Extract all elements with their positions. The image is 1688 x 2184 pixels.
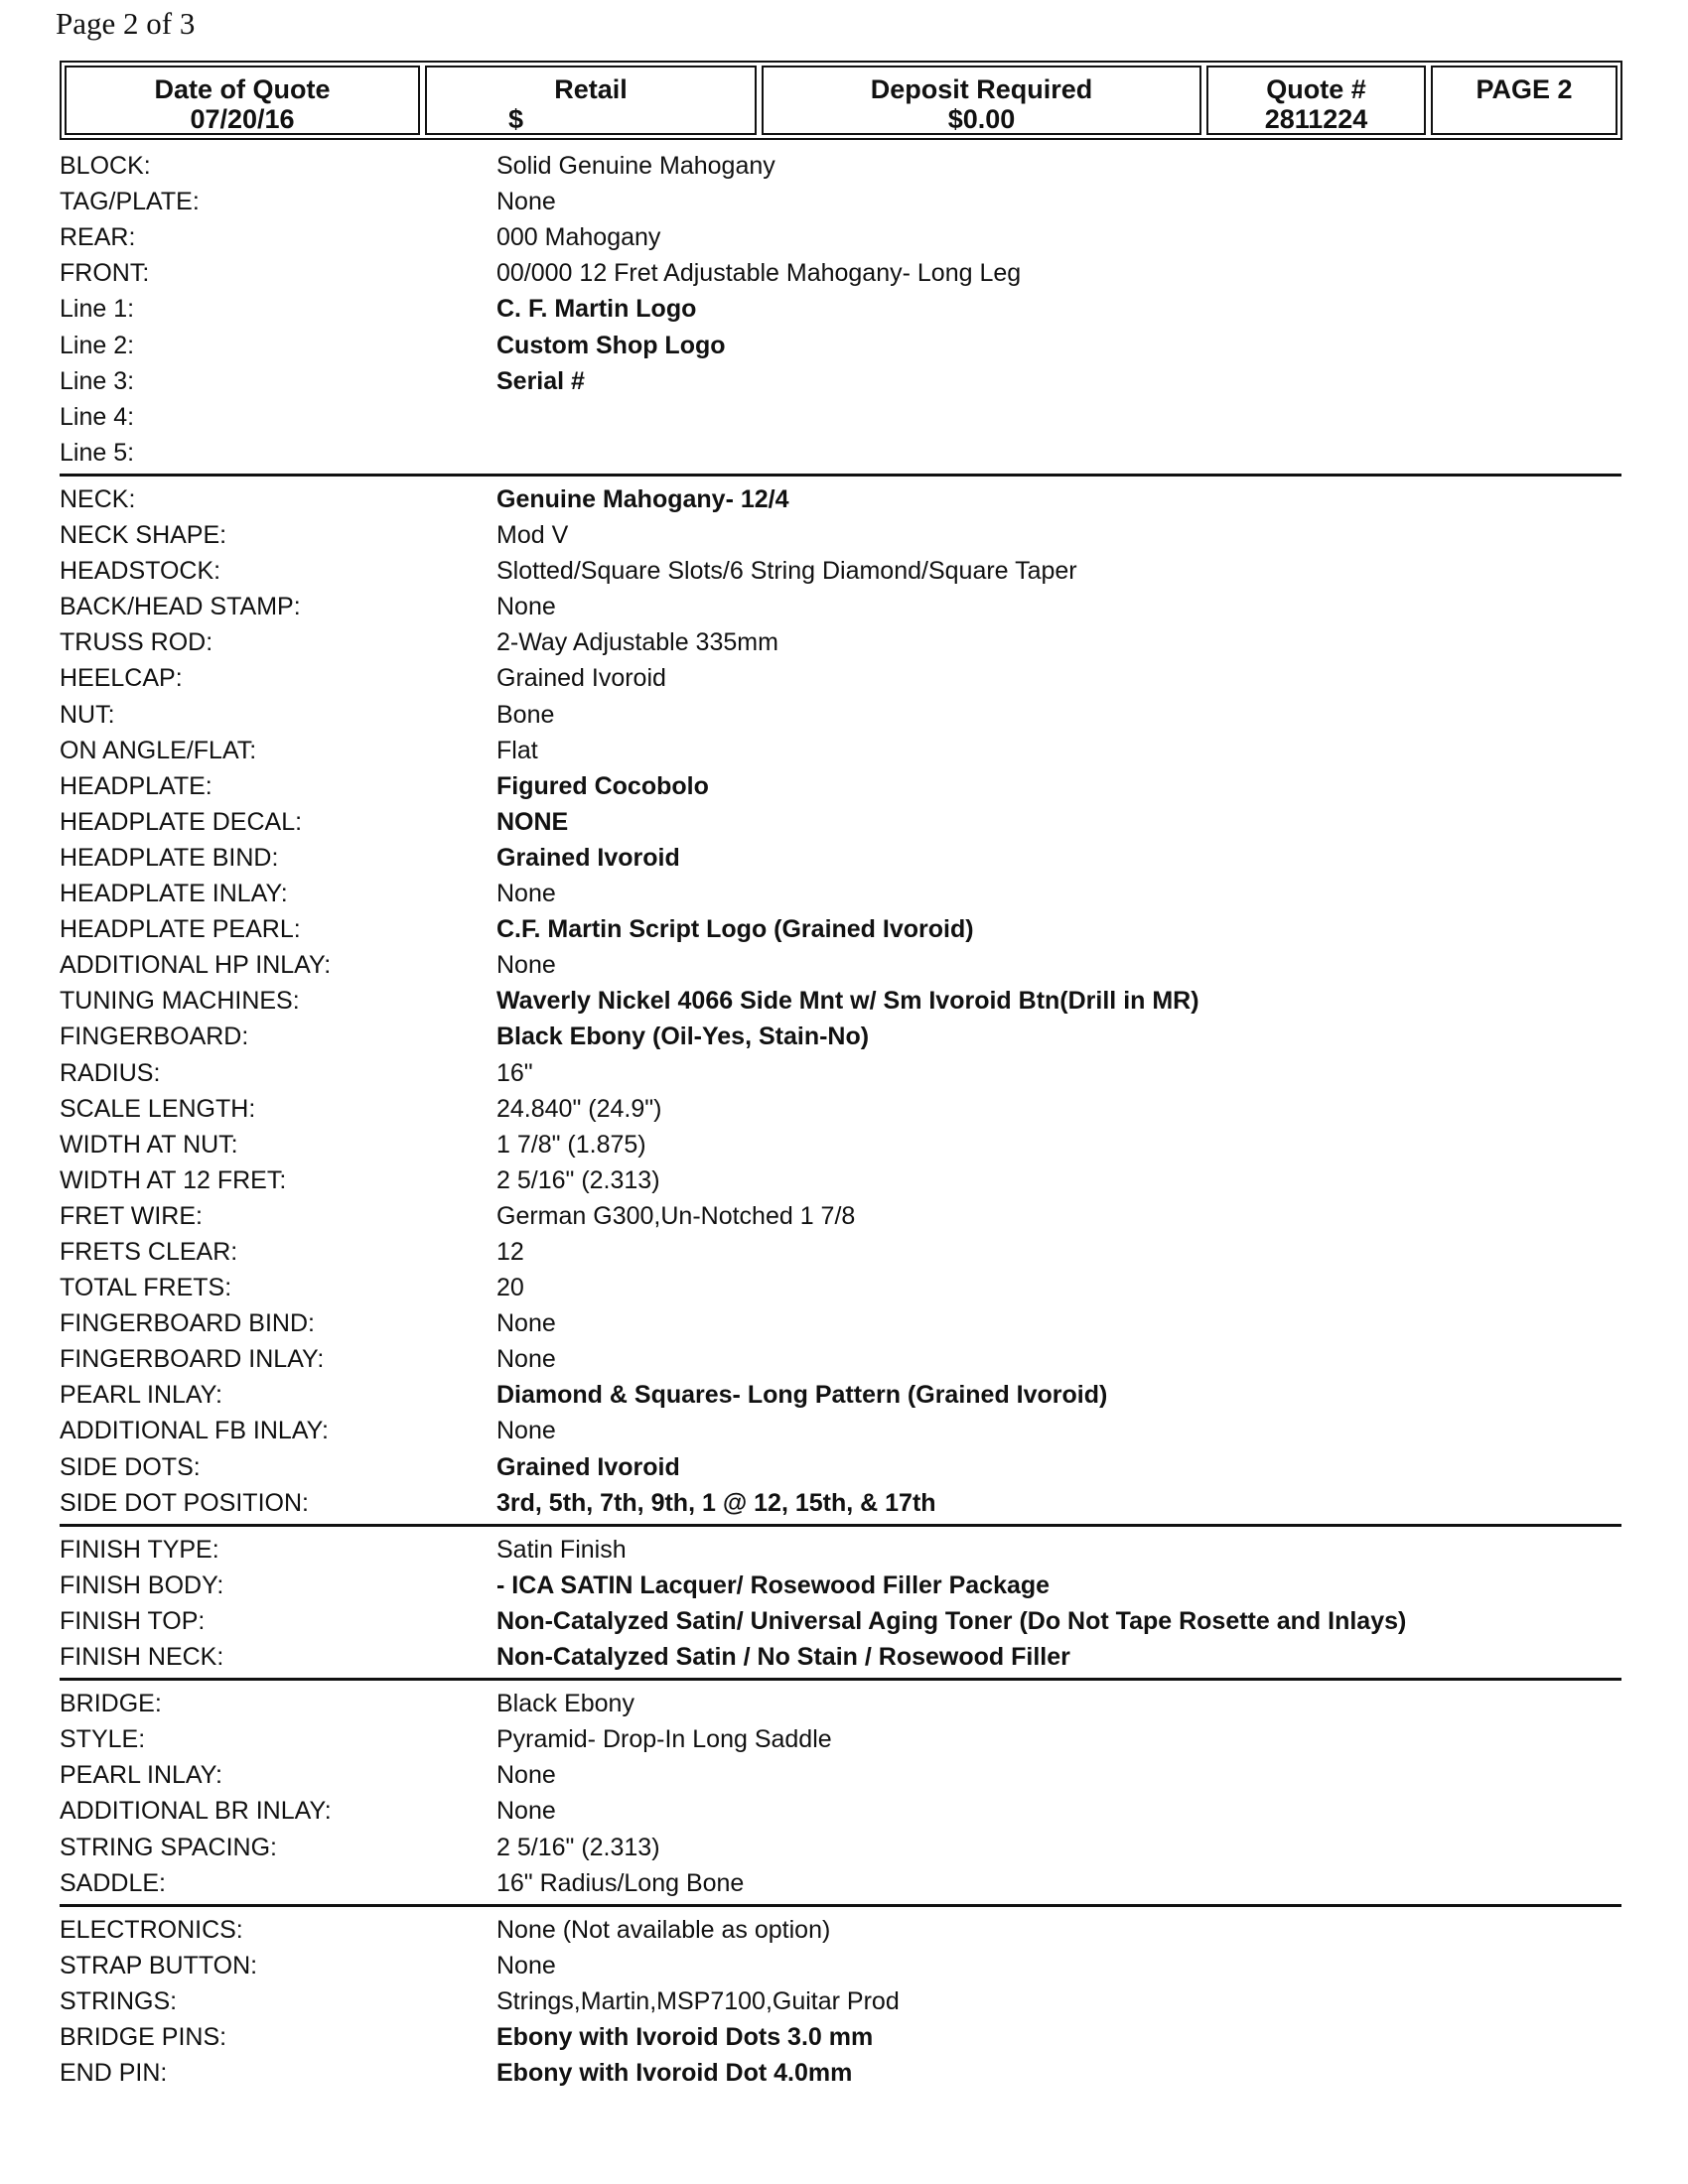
spec-value: 3rd, 5th, 7th, 9th, 1 @ 12, 15th, & 17th [496,1489,936,1517]
spec-row [0,481,1688,517]
spec-label: SIDE DOT POSITION: [60,1489,309,1517]
quote-number-label: Quote # [1266,74,1366,104]
date-of-quote-label: Date of Quote [154,74,331,104]
spec-row [0,589,1688,624]
spec-row [0,1793,1688,1829]
spec-value: None [496,1761,556,1789]
spec-label: ADDITIONAL FB INLAY: [60,1417,329,1444]
spec-row [0,1270,1688,1305]
spec-row [0,876,1688,911]
spec-value: Non-Catalyzed Satin / No Stain / Rosewood Filler [496,1643,1070,1671]
spec-row [0,911,1688,947]
spec-row [0,255,1688,291]
spec-label: BRIDGE PINS: [60,2023,227,2051]
spec-value: None [496,593,556,620]
spec-label: TUNING MACHINES: [60,987,300,1015]
spec-label: Line 2: [60,332,135,359]
spec-value: None [496,1345,556,1373]
spec-row [0,1603,1688,1639]
spec-row [0,184,1688,219]
section-divider [60,1678,1621,1681]
spec-row [0,148,1688,184]
spec-value: 1 7/8" (1.875) [496,1131,646,1159]
spec-label: FRONT: [60,259,150,287]
spec-row [0,840,1688,876]
spec-row [0,1234,1688,1270]
spec-value: 24.840" (24.9") [496,1095,662,1123]
spec-label: STRINGS: [60,1987,178,2015]
quote-number-value: 2811224 [1264,104,1368,134]
spec-row [0,2019,1688,2055]
quote-header-table [60,61,1622,140]
spec-row [0,517,1688,553]
spec-label: BRIDGE: [60,1690,162,1717]
spec-row [0,983,1688,1019]
spec-row [0,1449,1688,1485]
spec-label: WIDTH AT NUT: [60,1131,238,1159]
spec-row [0,624,1688,660]
retail-cell [425,66,757,135]
spec-row [0,399,1688,435]
spec-row [0,1912,1688,1948]
spec-label: ADDITIONAL HP INLAY: [60,951,332,979]
spec-value: - ICA SATIN Lacquer/ Rosewood Filler Package [496,1571,1051,1599]
spec-row [0,1198,1688,1234]
spec-label: Line 1: [60,295,135,323]
spec-label: END PIN: [60,2059,168,2087]
spec-value: 16" [496,1059,533,1087]
date-of-quote-value: 07/20/16 [190,104,295,134]
spec-label: BLOCK: [60,152,151,180]
spec-label: PEARL INLAY: [60,1761,222,1789]
spec-label: ELECTRONICS: [60,1916,243,1944]
spec-label: FRETS CLEAR: [60,1238,238,1266]
spec-label: FINISH BODY: [60,1571,224,1599]
spec-label: Line 5: [60,439,135,467]
spec-label: FINGERBOARD BIND: [60,1309,315,1337]
spec-value: 12 [496,1238,524,1266]
spec-label: FINISH NECK: [60,1643,224,1671]
spec-label: Line 4: [60,403,135,431]
page-cell-label: PAGE 2 [1476,74,1573,104]
spec-row [0,1830,1688,1865]
spec-label: STYLE: [60,1725,146,1753]
spec-value: None [496,951,556,979]
spec-value: Black Ebony (Oil-Yes, Stain-No) [496,1023,870,1050]
spec-label: STRING SPACING: [60,1834,278,1861]
spec-label: NECK SHAPE: [60,521,227,549]
spec-value: Genuine Mahogany- 12/4 [496,485,789,513]
spec-label: FINGERBOARD: [60,1023,249,1050]
spec-label: HEADPLATE BIND: [60,844,279,872]
spec-label: NUT: [60,701,115,729]
spec-label: BACK/HEAD STAMP: [60,593,301,620]
spec-label: NECK: [60,485,136,513]
spec-value: 20 [496,1274,524,1301]
spec-value: C. F. Martin Logo [496,295,697,323]
spec-row [0,1639,1688,1675]
spec-row [0,1162,1688,1198]
spec-label: HEELCAP: [60,664,183,692]
spec-row [0,1055,1688,1091]
spec-label: HEADPLATE DECAL: [60,808,303,836]
spec-row [0,1532,1688,1568]
spec-value: None [496,1952,556,1979]
retail-label: Retail [554,74,628,104]
spec-row [0,1413,1688,1448]
spec-row [0,291,1688,327]
spec-value: None [496,880,556,907]
spec-label: RADIUS: [60,1059,161,1087]
spec-value: 2 5/16" (2.313) [496,1834,660,1861]
spec-value: 000 Mahogany [496,223,661,251]
spec-row [0,1019,1688,1054]
spec-value: None [496,1417,556,1444]
deposit-required-cell [762,66,1201,135]
spec-label: SCALE LENGTH: [60,1095,256,1123]
spec-value: 00/000 12 Fret Adjustable Mahogany- Long Leg [496,259,1022,287]
spec-row [0,1948,1688,1983]
spec-value: None (Not available as option) [496,1916,831,1944]
spec-label: TAG/PLATE: [60,188,200,215]
spec-value: 2-Way Adjustable 335mm [496,628,778,656]
spec-value: Grained Ivoroid [496,1453,680,1481]
spec-label: TOTAL FRETS: [60,1274,232,1301]
spec-row [0,1305,1688,1341]
spec-row [0,328,1688,363]
spec-label: WIDTH AT 12 FRET: [60,1166,287,1194]
spec-value: Pyramid- Drop-In Long Saddle [496,1725,832,1753]
spec-row [0,660,1688,696]
spec-label: REAR: [60,223,136,251]
spec-row [0,1686,1688,1721]
spec-value: Serial # [496,367,585,395]
section-divider [60,474,1621,477]
spec-value: Ebony with Ivoroid Dots 3.0 mm [496,2023,874,2051]
spec-value: German G300,Un-Notched 1 7/8 [496,1202,856,1230]
spec-label: HEADPLATE PEARL: [60,915,301,943]
spec-value: Black Ebony [496,1690,634,1717]
spec-value: Slotted/Square Slots/6 String Diamond/Square Taper [496,557,1077,585]
spec-value: NONE [496,808,569,836]
spec-row [0,1127,1688,1162]
spec-row [0,1865,1688,1901]
spec-label: PEARL INLAY: [60,1381,222,1409]
spec-label: SADDLE: [60,1869,166,1897]
date-of-quote-cell [65,66,420,135]
spec-label: Line 3: [60,367,135,395]
spec-label: ADDITIONAL BR INLAY: [60,1797,332,1825]
spec-row [0,733,1688,768]
spec-value: Non-Catalyzed Satin/ Universal Aging Toner (Do Not Tape Rosette and Inlays) [496,1607,1407,1635]
spec-row [0,768,1688,804]
spec-value: Ebony with Ivoroid Dot 4.0mm [496,2059,853,2087]
spec-row [0,1721,1688,1757]
spec-row [0,435,1688,471]
spec-label: HEADSTOCK: [60,557,221,585]
spec-row [0,363,1688,399]
deposit-required-label: Deposit Required [870,74,1093,104]
spec-value: Waverly Nickel 4066 Side Mnt w/ Sm Ivoroid Btn(Drill in MR) [496,987,1199,1015]
spec-row [0,1485,1688,1521]
spec-label: HEADPLATE: [60,772,212,800]
spec-row [0,804,1688,840]
spec-label: FINISH TOP: [60,1607,206,1635]
spec-row [0,219,1688,255]
spec-value: Diamond & Squares- Long Pattern (Grained Ivoroid) [496,1381,1108,1409]
spec-value: None [496,188,556,215]
spec-value: 16" Radius/Long Bone [496,1869,745,1897]
spec-label: TRUSS ROD: [60,628,213,656]
spec-row [0,553,1688,589]
spec-value: Mod V [496,521,569,549]
section-divider [60,1524,1621,1527]
section-divider [60,1904,1621,1907]
spec-row [0,1568,1688,1603]
spec-label: FINGERBOARD INLAY: [60,1345,325,1373]
spec-label: HEADPLATE INLAY: [60,880,288,907]
spec-value: Strings,Martin,MSP7100,Guitar Prod [496,1987,900,2015]
spec-label: SIDE DOTS: [60,1453,201,1481]
spec-value: None [496,1309,556,1337]
spec-label: FRET WIRE: [60,1202,203,1230]
spec-value: C.F. Martin Script Logo (Grained Ivoroid) [496,915,974,943]
spec-row [0,1377,1688,1413]
spec-value: Custom Shop Logo [496,332,726,359]
spec-row [0,1341,1688,1377]
spec-value: Solid Genuine Mahogany [496,152,775,180]
spec-row [0,1983,1688,2019]
spec-value: Figured Cocobolo [496,772,709,800]
spec-value: 2 5/16" (2.313) [496,1166,660,1194]
spec-row [0,697,1688,733]
spec-label: STRAP BUTTON: [60,1952,258,1979]
page-cell [1431,66,1618,135]
quote-number-cell [1206,66,1426,135]
spec-row [0,947,1688,983]
spec-value: Flat [496,737,538,764]
spec-value: Grained Ivoroid [496,844,680,872]
retail-value: $ [508,104,524,134]
spec-label: ON ANGLE/FLAT: [60,737,257,764]
spec-value: None [496,1797,556,1825]
spec-row [0,1757,1688,1793]
spec-label: FINISH TYPE: [60,1536,219,1564]
deposit-required-value: $0.00 [947,104,1016,134]
spec-value: Bone [496,701,555,729]
spec-value: Grained Ivoroid [496,664,666,692]
spec-row [0,2055,1688,2091]
page-number-label: Page 2 of 3 [56,6,196,41]
spec-row [0,1091,1688,1127]
spec-value: Satin Finish [496,1536,627,1564]
